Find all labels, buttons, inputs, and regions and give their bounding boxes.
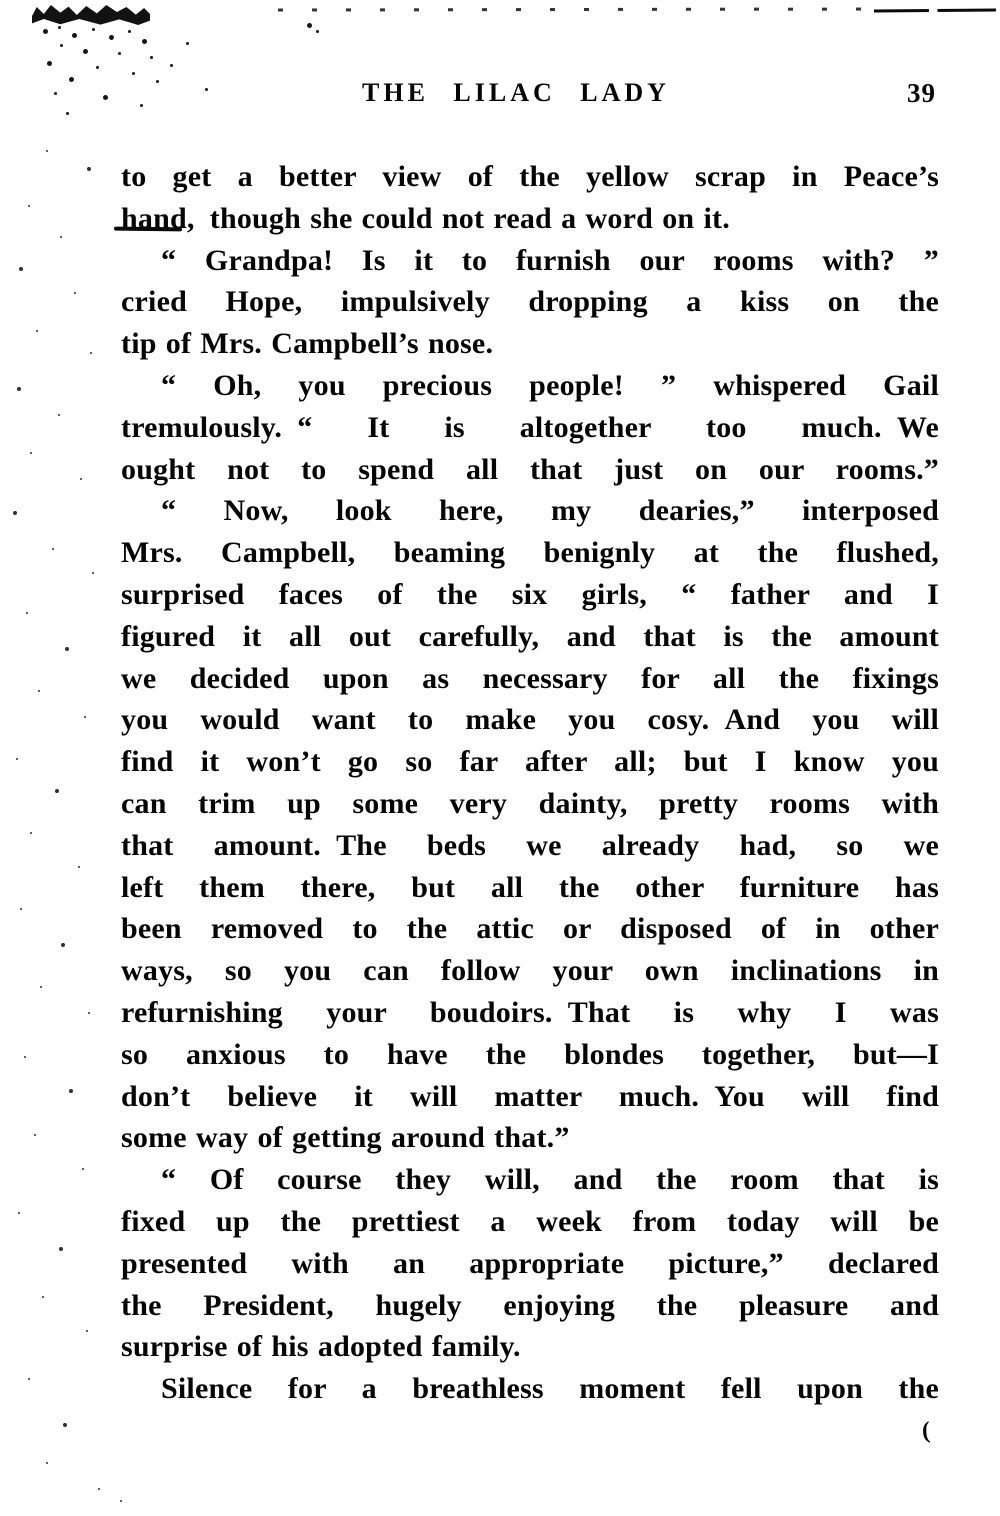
text-line: hand, though she could not read a word on it.	[121, 201, 730, 235]
scan-margin-speckles	[0, 0, 2, 2]
text-line: surprised faces of the six girls, “ father and I	[121, 577, 939, 611]
text-line: ways, so you can follow your own inclinations in	[121, 954, 939, 988]
text-line: figured it all out carefully, and that is the amount	[121, 619, 939, 653]
page-header	[122, 78, 938, 114]
text-line: “ Oh, you precious people! ” whispered Gail	[161, 368, 939, 402]
text-line: can trim up some very dainty, pretty rooms with	[121, 786, 939, 820]
scan-edge-dotted-line	[278, 7, 888, 11]
text-line: fixed up the prettiest a week from today will be	[121, 1204, 939, 1238]
text-line: “ Of course they will, and the room that is	[161, 1163, 939, 1197]
text-line: “ Grandpa! Is it to furnish our rooms with? ”	[161, 243, 939, 277]
text-line: left them there, but all the other furniture has	[121, 870, 939, 904]
text-line: surprise of his adopted family.	[121, 1330, 521, 1364]
text-column	[121, 156, 939, 1410]
text-line: we decided upon as necessary for all the fixings	[121, 661, 939, 695]
text-line: you would want to make you cosy. And you will	[121, 703, 939, 737]
text-line: tip of Mrs. Campbell’s nose.	[121, 327, 494, 361]
text-line: Mrs. Campbell, beaming benignly at the flushed,	[121, 536, 939, 570]
text-line: some way of getting around that.”	[121, 1121, 570, 1155]
page-number: 39	[907, 78, 936, 108]
text-line: don’t believe it will matter much. You will find	[121, 1079, 939, 1113]
text-line: been removed to the attic or disposed of in other	[121, 912, 939, 946]
text-line: so anxious to have the blondes together, but—I	[121, 1037, 939, 1071]
text-line: tremulously. “ It is altogether too much. We	[121, 410, 939, 444]
text-line: that amount. The beds we already had, so we	[121, 828, 939, 862]
text-line: to get a better view of the yellow scrap in Peace’s	[121, 160, 939, 193]
text-line: ought not to spend all that just on our rooms.”	[121, 452, 939, 486]
scan-corner-smudge	[32, 5, 150, 25]
text-line: refurnishing your boudoirs. That is why I was	[121, 995, 939, 1029]
running-title: THE LILAC LADY	[362, 78, 670, 107]
text-line: cried Hope, impulsively dropping a kiss on the	[121, 285, 939, 319]
text-line: “ Now, look here, my dearies,” interposed	[161, 494, 939, 528]
text-line: Silence for a breathless moment fell upon the	[161, 1372, 939, 1406]
text-line: find it won’t go so far after all; but I know you	[121, 745, 939, 779]
stray-ink-mark: (	[921, 1417, 931, 1445]
scan-edge-solid-line	[874, 8, 996, 12]
text-line: the President, hugely enjoying the pleasure and	[121, 1288, 939, 1322]
text-line: presented with an appropriate picture,” declared	[121, 1246, 939, 1280]
